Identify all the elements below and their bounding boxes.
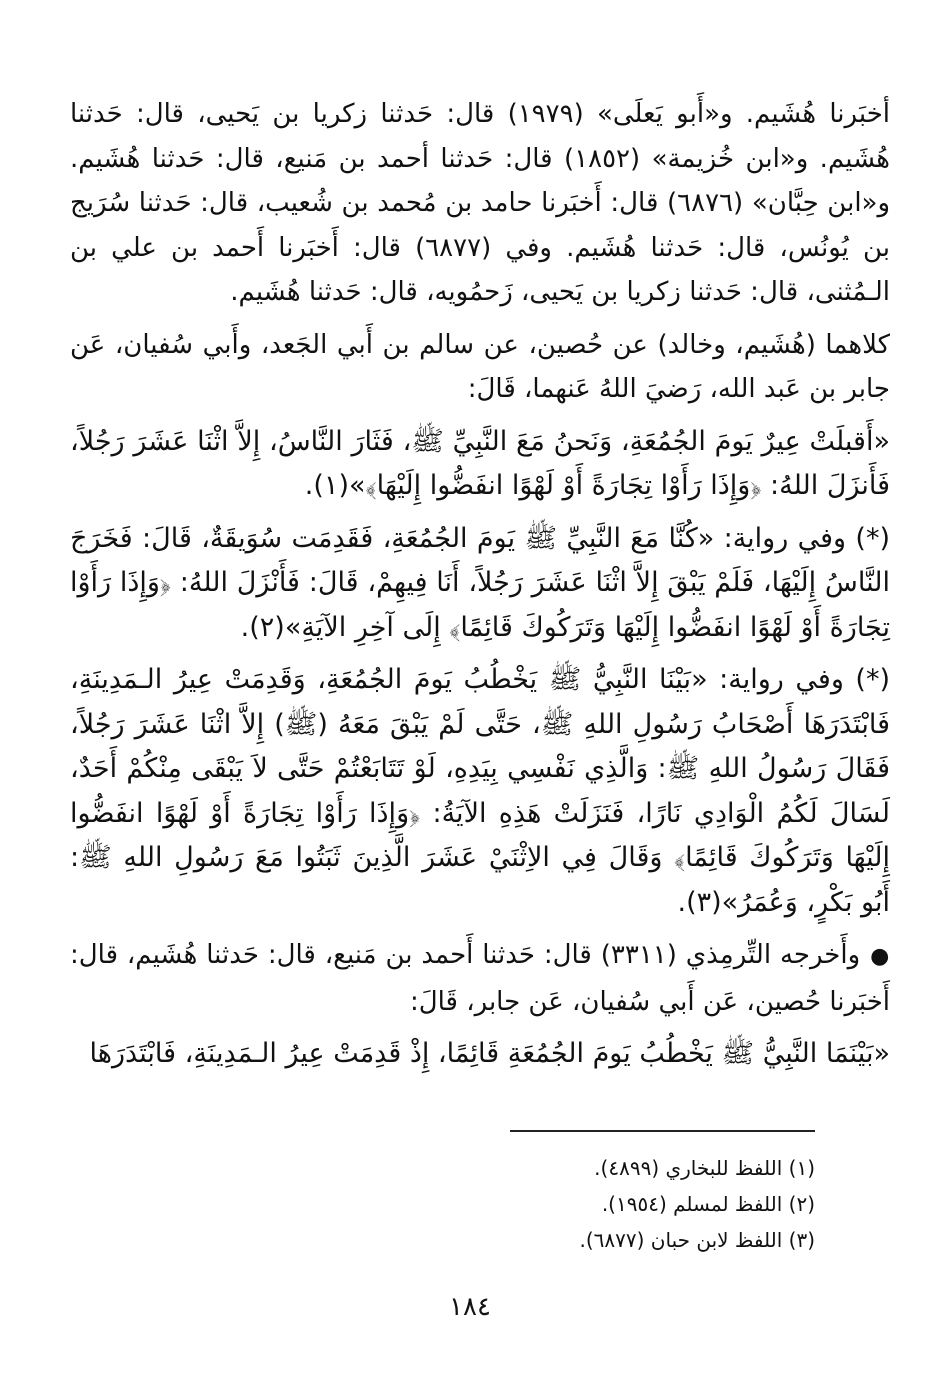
paragraph-chain: كلاهما (هُشَيم، وخالد) عن حُصين، عن سالم بن أَبي الجَعد، وأَبي سُفيان، عَن جابر بن عَبد الله، رَضيَ اللهُ عَنهما، قَالَ: [70,329,890,404]
page-number: ١٨٤ [449,1292,491,1322]
paragraph-sources: أخبَرنا هُشَيم. و«أَبو يَعلَى» (١٩٧٩) قال: حَدثنا زكريا بن يَحيى، قال: حَدثنا هُشَيم. و«ابن خُزيمة» (١٨٥٢) قال: حَدثنا أحمد بن مَنيع، قال: حَدثنا هُشَيم. و«ابن حِبَّان» (٦٨٧٦) قال: أَخبَرنا حامد بن مُحمد بن شُعيب، قال: حَدثنا سُرَيج بن يُونُس، قال: حَدثنا هُشَيم. وفي (٦٨٧٧) قال: أَخبَرنا أَحمد بن علي بن الـمُثنى، قال: حَدثنا زكريا بن يَحيى، زَحمُويه، قال: حَدثنا هُشَيم. [70,99,891,307]
footnote-separator [510,1130,815,1132]
paragraph-narration-2: (*) وفي رواية: «بَيْنَا النَّبِيُّ ﷺ يَخْطُبُ يَومَ الجُمُعَةِ، وَقَدِمَتْ عِيرُ الـمَدِينَةِ، فَابْتَدَرَهَا أَصْحَابُ رَسُولِ اللهِ ﷺ، حَتَّى لَمْ يَبْقَ مَعَهُ (ﷺ) إِلاَّ اثْنَا عَشَرَ رَجُلاً، فَقَالَ رَسُولُ اللهِ ﷺ: وَالَّذِي نَفْسِي بِيَدِهِ، لَوْ تَتَابَعْتُمْ حَتَّى لاَ يَبْقَى مِنْكُمْ أَحَدٌ، لَسَالَ لَكُمُ الْوَادِي نَارًا، فَنَزَلَتْ هَذِهِ الآيَةُ: ﴿وَإِذَا رَأَوْا تِجَارَةً أَوْ لَهْوًا انفَضُّوا إِلَيْهَا وَتَرَكُوكَ قَائِمًا﴾ وَقَالَ فِي الاِثْنَيْ عَشَرَ الَّذِينَ ثَبَتُوا مَعَ رَسُولِ اللهِ ﷺ: أَبُو بَكْرٍ، وَعُمَرُ»(٣). [70,664,890,918]
paragraph-hadith-tirmidhi: «بَيْنَمَا النَّبِيُّ ﷺ يَخْطُبُ يَومَ الجُمُعَةِ قَائِمًا، إِذْ قَدِمَتْ عِيرُ الـمَدِينَةِ، فَابْتَدَرَهَا [89,1038,890,1069]
footnote-1: (١) اللفظ للبخاري (٤٨٩٩). [594,1156,815,1180]
main-text [70,92,890,1085]
footnotes [70,1150,815,1258]
footnote-2: (٢) اللفظ لمسلم (١٩٥٤). [601,1192,815,1216]
paragraph-hadith-main: «أَقبلَتْ عِيرٌ يَومَ الجُمُعَةِ، وَنَحنُ مَعَ النَّبِيِّ ﷺ، فَثَارَ النَّاسُ، إِلاَّ اثْنَا عَشَرَ رَجُلاً، فَأَنزَلَ اللهُ: ﴿وَإِذَا رَأَوْا تِجَارَةً أَوْ لَهْوًا انفَضُّوا إِلَيْهَا﴾»(١). [70,425,890,501]
paragraph-tirmidhi-text: وأَخرجه التِّرمِذي (٣٣١١) قال: حَدثنا أَحمد بن مَنيع، قال: حَدثنا هُشَيم، قال: أَخبَرنا حُصين، عَن أَبي سُفيان، عَن جابر، قَالَ: [70,940,890,1017]
paragraph-tirmidhi [70,933,890,1024]
footnote-3: (٣) اللفظ لابن حبان (٦٨٧٧). [579,1228,815,1252]
bullet-icon: ● [870,944,890,969]
paragraph-narration-1: (*) وفي رواية: «كُنَّا مَعَ النَّبِيِّ ﷺ يَومَ الجُمُعَةِ، فَقَدِمَت سُوَيقَةٌ، قَالَ: فَخَرَجَ النَّاسُ إِلَيْهَا، فَلَمْ يَبْقَ إِلاَّ اثْنَا عَشَرَ رَجُلاً، أَنَا فِيهِمْ، قَالَ: فَأَنْزَلَ اللهُ: ﴿وَإِذَا رَأَوْا تِجَارَةً أَوْ لَهْوًا انفَضُّوا إِلَيْهَا وَتَرَكُوكَ قَائِمًا﴾ إِلَى آخِرِ الآيَةِ»(٢). [70,522,890,643]
